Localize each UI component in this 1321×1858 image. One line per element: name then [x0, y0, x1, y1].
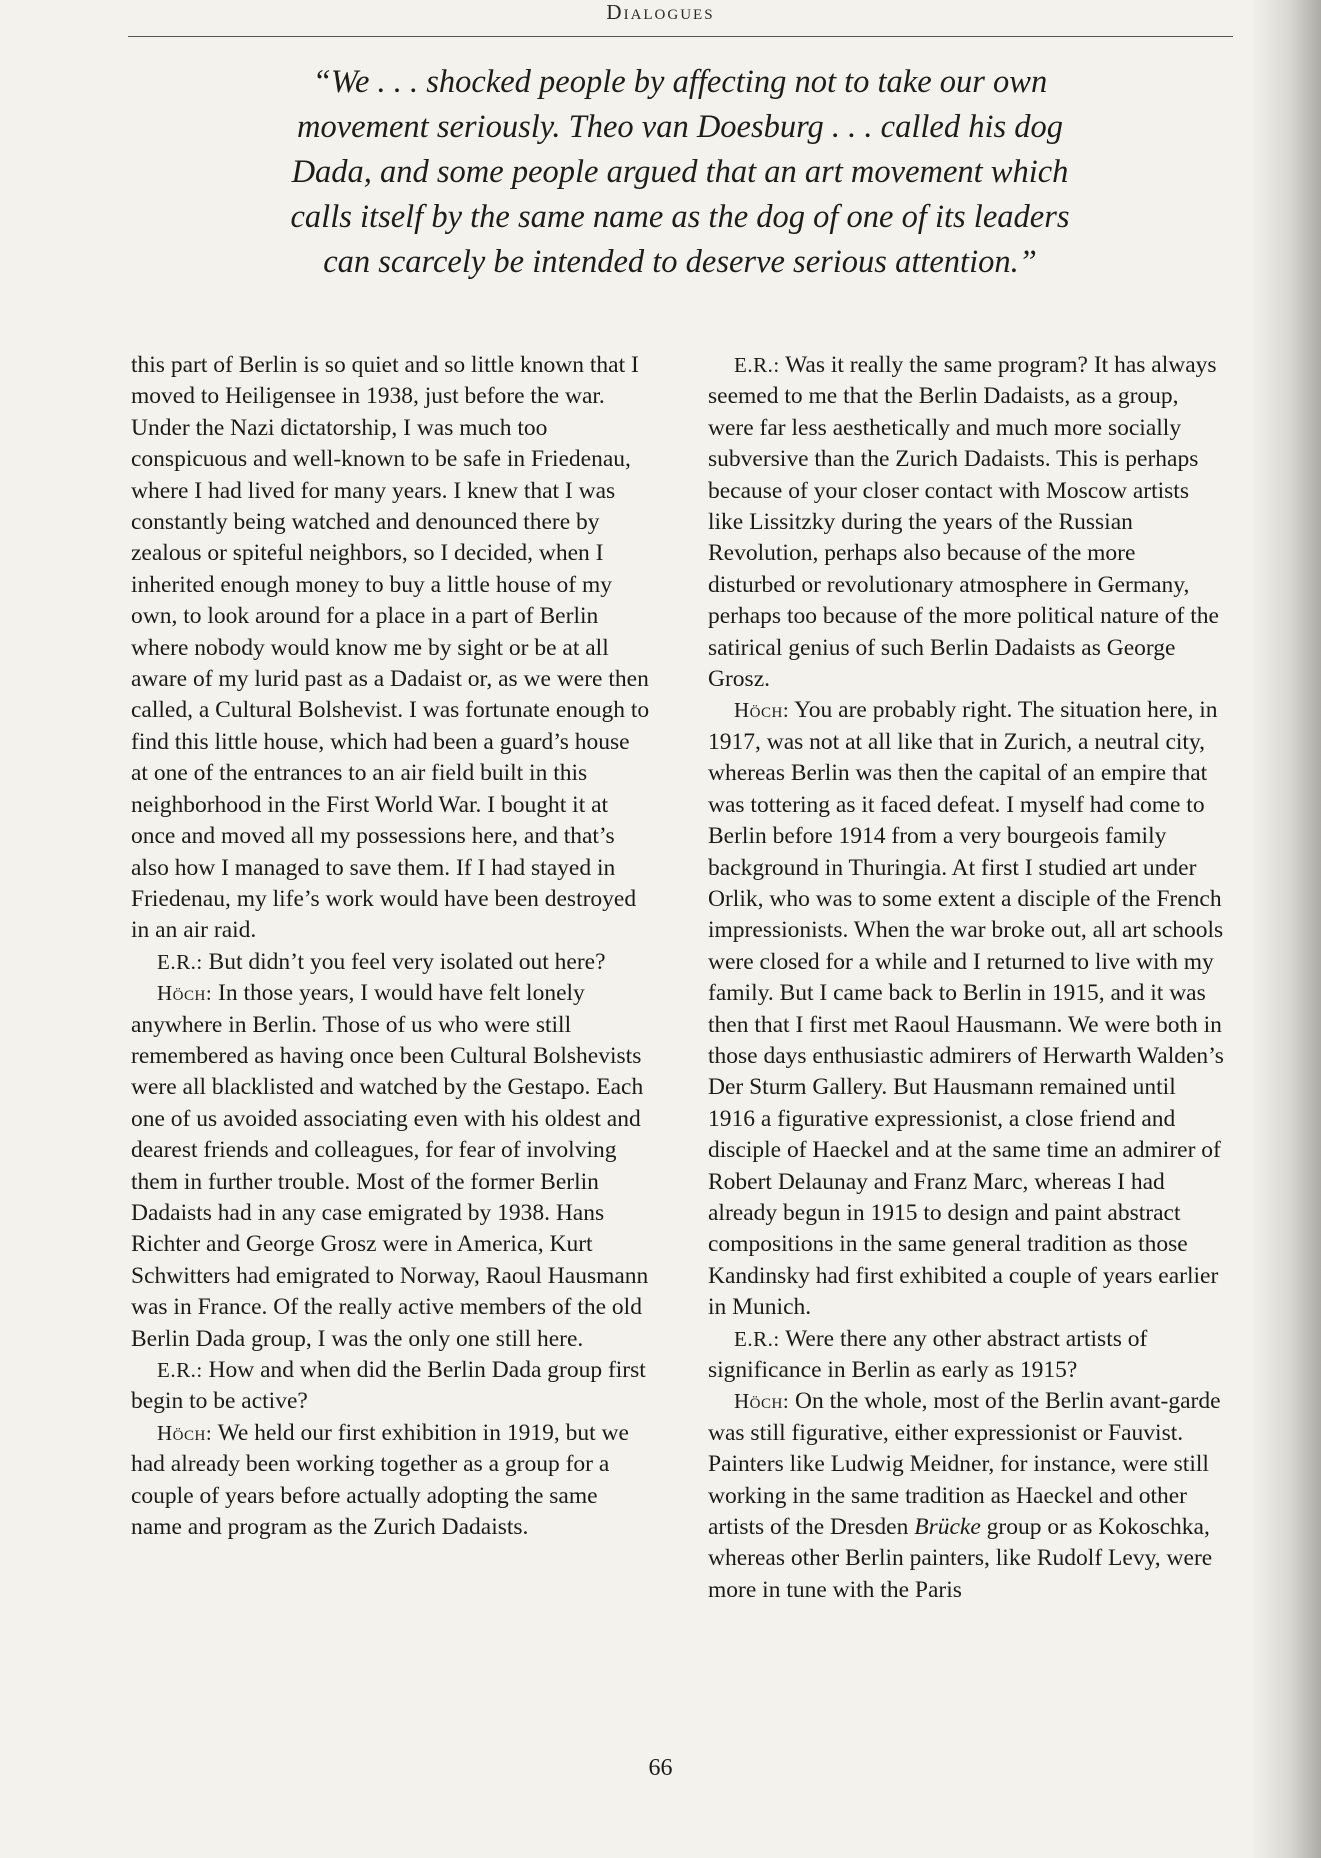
speaker-label: Höch:: [734, 1389, 790, 1414]
paragraph: [708, 1324, 1228, 1387]
speaker-label: E.R.:: [734, 1326, 780, 1351]
speaker-label: E.R.:: [734, 353, 780, 377]
paragraph: [708, 350, 1228, 695]
paragraph-text: On the whole, most of the Berlin avant-garde was still figurative, either expressionist or Fauvist. Painters like Ludwig Meidner, for instance, were still working in the same tradition as Haeckel and other artists of the Dresden: [708, 1388, 1221, 1541]
italic-term: Brücke: [914, 1514, 981, 1541]
speaker-label: Höch:: [157, 981, 213, 1006]
speaker-label: Höch:: [157, 1420, 213, 1445]
paragraph: [131, 947, 651, 978]
paragraph-text: You are probably right. The situation here, in 1917, was not at all like that in Zurich, a neutral city, whereas Berlin was then the capital of an empire that was tottering as it faced defeat. I myself had come to Berlin before 1914 from a very bourgeois family background in Thuringia. At first I studied art under Orlik, who was to some extent a disciple of the French impressionists. When the war broke out, all art schools were closed for a while and I returned to live with my family. But I came back to Berlin in 1915, and it was then that I first met Raoul Hausmann. We were both in those days enthusiastic admirers of Herwarth Walden’s Der Sturm Gallery. But Hausmann remained until 1916 a figurative expressionist, a close friend and disciple of Haeckel and at the same time an admirer of Robert Delaunay and Franz Marc, whereas I had already begun in 1915 to design and paint abstract compositions in the same general tradition as those Kandinsky had first exhibited a couple of years earlier in Munich.: [708, 697, 1224, 1321]
paragraph: this part of Berlin is so quiet and so little known that I moved to Heiligensee in 1938, just before the war. Under the Nazi dictatorship, I was much too conspicuous and well-known to be safe in Friedenau, where I had lived for many years. I knew that I was constantly being watched and denounced there by zealous or spiteful neighbors, so I decided, when I inherited enough money to buy a little house of my own, to look around for a place in a part of Berlin where nobody would know me by sight or be at all aware of my lurid past as a Dadaist or, as we were then called, a Cultural Bolshevist. I was fortunate enough to find this little house, which had been a guard’s house at one of the entrances to an air field built in this neighborhood in the First World War. I bought it at once and moved all my possessions here, and that’s also how I managed to save them. If I had stayed in Friedenau, my life’s work would have been destroyed in an air raid.: [131, 352, 650, 944]
speaker-label: E.R.:: [157, 949, 203, 974]
right-column: [708, 350, 1228, 1606]
paragraph-text: We held our first exhibition in 1919, but we had already been working together as a group for a couple of years before actually adopting the same name and program as the Zurich Dadaists.: [131, 1419, 629, 1541]
pull-quote: “We . . . shocked people by affecting not to take our own movement seriously. Theo van Doesburg . . . called his dog Dada, and some people argued that an art movement which calls itself by the same name as the dog of one of its leaders can scarcely be intended to deserve serious attention.”: [290, 64, 1070, 280]
paragraph: [131, 1418, 651, 1544]
header-rule: [128, 36, 1233, 37]
binding-shadow: [1251, 0, 1321, 1858]
paragraph: [708, 695, 1228, 1323]
speaker-label: E.R.:: [157, 1358, 203, 1382]
left-column: [131, 350, 651, 1543]
speaker-label: Höch:: [734, 698, 790, 723]
page-number: 66: [648, 1755, 673, 1781]
paragraph-text: In those years, I would have felt lonely anywhere in Berlin. Those of us who were still remembered as having once been Cultural Bolshevists were all blacklisted and watched by the Gestapo. Each one of us avoided associating even with his oldest and dearest friends and colleagues, for fear of involving them in further trouble. Most of the former Berlin Dadaists had in any case emigrated by 1938. Hans Richter and George Grosz were in America, Kurt Schwitters had emigrated to Norway, Raoul Hausmann was in France. Of the really active members of the old Berlin Dada group, I was the only one still here.: [131, 980, 649, 1352]
paragraph-text: group or as Kokoschka, whereas other Berlin painters, like Rudolf Levy, were more in tune with the Paris: [708, 1514, 1213, 1603]
paragraph-text: Were there any other abstract artists of significance in Berlin as early as 1915?: [708, 1325, 1148, 1383]
paragraph: [131, 1355, 651, 1418]
paragraph: [708, 1386, 1228, 1606]
paragraph-text: Was it really the same program? It has always seemed to me that the Berlin Dadaists, as a group, were far less aesthetically and much more socially subversive than the Zurich Dadaists. This is perhaps because of your closer contact with Moscow artists like Lissitzky during the years of the Russian Revolution, perhaps also because of the more disturbed or revolutionary atmosphere in Germany, perhaps too because of the more political nature of the satirical genius of such Berlin Dadaists as George Grosz.: [708, 352, 1219, 693]
paragraph: [131, 978, 651, 1355]
paragraph-text: How and when did the Berlin Dada group first begin to be active?: [131, 1357, 646, 1415]
paragraph-text: But didn’t you feel very isolated out here?: [202, 948, 606, 975]
running-head: Dialogues: [606, 0, 715, 24]
